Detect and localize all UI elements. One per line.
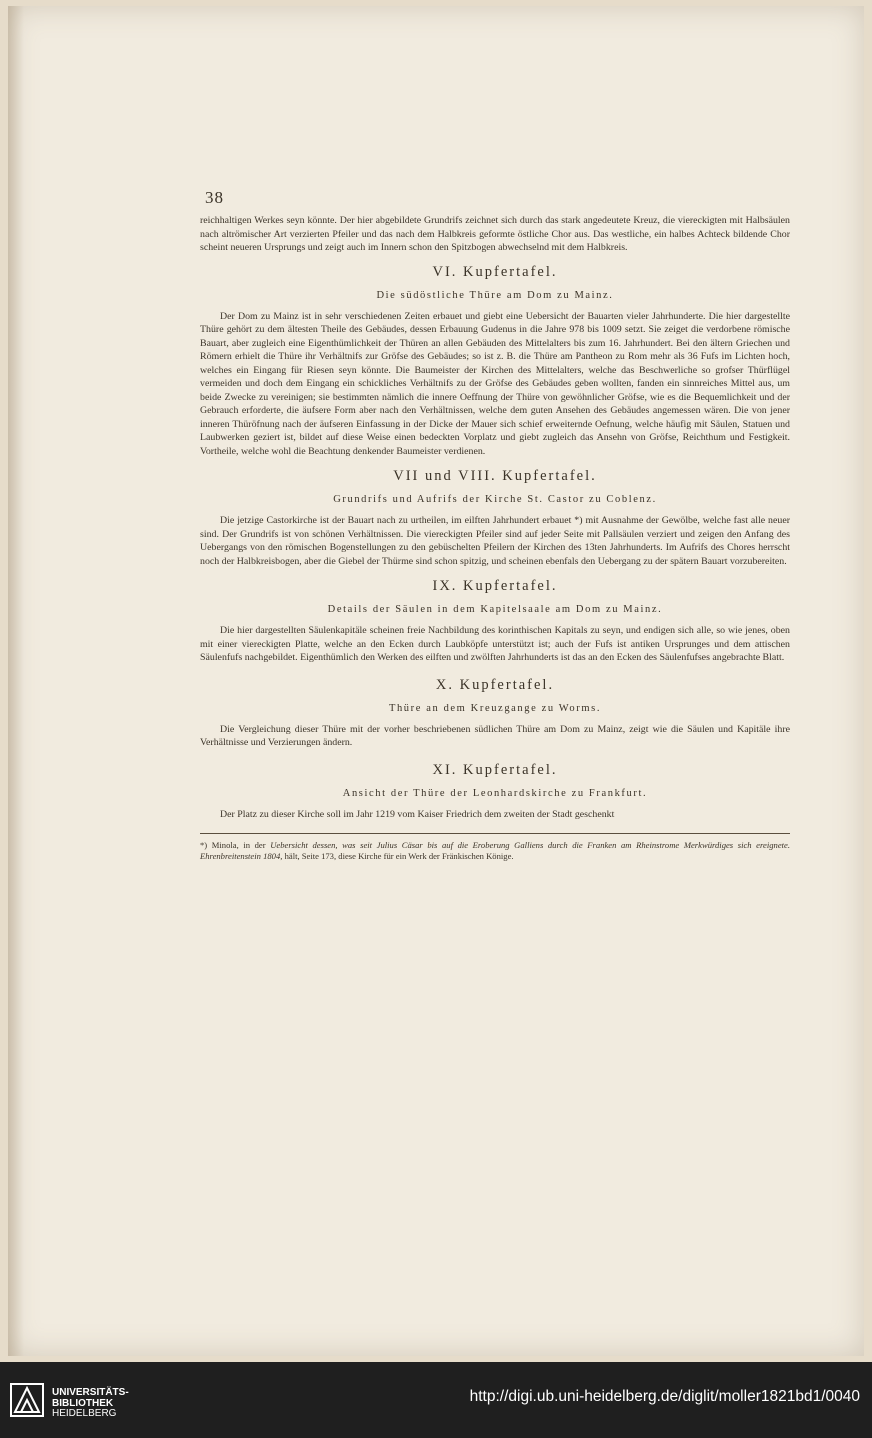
page-number: 38 [205,188,224,207]
section-heading: X. Kupfertafel. [435,676,555,693]
section-text: Der Platz zu dieser Kirche soll im Jahr 1219 vom Kaiser Friedrich dem zweiten der Stadt geschenkt [220,808,615,820]
intro-paragraph: reichhaltigen Werkes seyn könnte. Der hier abgebildete Grundrifs zeichnet sich durch das stark angedeutete Kreuz, die viereckigten mit Halbsäulen nach altrömischer Art verzierten Pfeiler und das nach dem Halbkreis geformte östliche Chor aus. Das westliche, ein halbes Achteck bildende Chor scheint neueren Ursprungs und zeigt auch im Innern schon den Spitzbogen abwechselnd mit dem Halbkreis. [200,215,790,253]
footnote-lead: *) Minola, in der [200,840,266,850]
viewer-footer [0,1362,872,1438]
library-line-2: BIBLIOTHEK [52,1397,114,1409]
section-heading: VII und VIII. Kupfertafel. [393,468,597,484]
library-name [52,1388,129,1420]
section-heading: XI. Kupfertafel. [432,761,558,778]
section-text: Die Vergleichung dieser Thüre mit der vorher beschriebenen südlichen Thüre am Dom zu Mainz, zeigt wie die Säulen und Kapitäle ihre Verhältnisse und Verzierungen ändern. [200,723,790,748]
section-subheading: Die südöstliche Thüre am Dom zu Mainz. [376,289,614,301]
library-line-1: UNIVERSITÄTS- [52,1387,129,1398]
footnote-tail: hält, Seite 173, diese Kirche für ein Werk der Fränkischen Könige. [284,850,514,861]
section-subheading: Ansicht der Thüre der Leonhardskirche zu Frankfurt. [342,787,648,799]
footnote [200,840,790,861]
page-content [200,190,790,861]
section-heading: IX. Kupfertafel. [432,578,558,594]
footnote-title: Uebersicht dessen, was seit Julius Cäsar bis auf die Eroberung Galliens durch die Franken am Rheinstrome Merkwürdiges sich ereignete. Ehrenbreitenstein 1804, [200,840,790,861]
section-text: Die jetzige Castorkirche ist der Bauart nach zu urtheilen, im eilften Jahrhundert erbauet *) mit Ausnahme der Gewölbe, welche fast alle neuer sind. Der Grundrifs ist von schönen Verhältnissen. Die viereckigten Pfeiler sind auf jeder Seite mit Pallsäulen verziert und zeigen den Anfang des Uebergangs von den römischen Bogenstellungen zu den gebüschelten Pfeilern der Kirchen des 13ten Jahrhunderts. Im Aufrifs des Chores herrscht noch der Halbkreisbogen, aber die Giebel der Thürme sind schon spitzig, und scheinen ebenfals den Uebergang zu der spätern Bauart vorzubereiten. [200,515,790,567]
section-heading: VI. Kupfertafel. [432,263,558,280]
section-subheading: Thüre an dem Kreuzgange zu Worms. [388,702,602,714]
permalink-url[interactable]: http://digi.ub.uni-heidelberg.de/diglit/moller1821bd1/0040 [469,1388,860,1405]
section-text: Der Dom zu Mainz ist in sehr verschiedenen Zeiten erbauet und giebt eine Uebersicht der Bauarten vieler Jahrhunderte. Die hier dargestellte Thüre gehört zu dem ältesten Theile des Gebäudes, dessen Erbauung Gudenus in die Jahre 978 bis 1009 setzt. Sie zeiget die verdorbene römische Bauart, aber zugleich eine Eigenthümlichkeit der Thüren an allen Gebäuden des Mittelalters bis zum 16. Jahrhundert. Bei den ältern Griechen und Römern erhielt die Thüre ihr Verhältnifs zur Gröfse des Gebäudes; so ist z. B. die Thüre am Pantheon zu Rom mehr als 36 Fufs im Lichten hoch, welches ein Eingang für Riesen seyn könnte. Die Baumeister der Kirchen des Mittelalters, welche das Beschwerliche so grofser Thürflügel vermeiden und doch dem Eingang ein schickliches Verhältnifs zu der Gröfse des Gebäudes geben wollten, fanden ein sinnreiches Mittel aus, um beide Zwecke zu vereinigen; sie bestimmten nämlich die innere Oeffnung der Thüre von gewöhnlicher Gröfse, wie es die Bequemlichkeit und der Gebrauch erforderte, die äufsere Form aber nach den Verhältnissen, welche dem guten Ansehen des Gebäudes angemessen wären. Die von jener inneren Thüröfnung nach der äufseren Einfassung in der Dicke der Mauer sich schief erweiternde Oefnung, welche häufig mit Säulen, Statuen und Laubwerken geziert ist, bildet auf diese Weise einen bedeckten Vorplatz und giebt zugleich das Ansehn von Gröfse, Reichthum und Festigkeit. Vortheile, welche wohl die Beachtung denkender Baumeister verdienen. [200,310,790,457]
section-subheading: Details der Säulen in dem Kapitelsaale am Dom zu Mainz. [327,604,663,615]
library-line-3: HEIDELBERG [52,1408,117,1419]
section-subheading: Grundrifs und Aufrifs der Kirche St. Castor zu Coblenz. [333,494,657,505]
section-text: Die hier dargestellten Säulenkapitäle scheinen freie Nachbildung des korinthischen Kapitals zu seyn, und endigen sich alle, so wie jenes, oben mit einer viereckigten Platte, welche an den Ecken durch Laubköpfe unterstützt ist; auch der Fufs ist antiken Ursprunges und dem attischen Säulenfufs nachgebildet. Eigenthümlich den Werken des eilften und zwölften Jahrhunderts ist das an den Ecken des Säulenfufses angebrachte Blatt. [200,625,790,663]
library-logo-icon [10,1383,44,1417]
